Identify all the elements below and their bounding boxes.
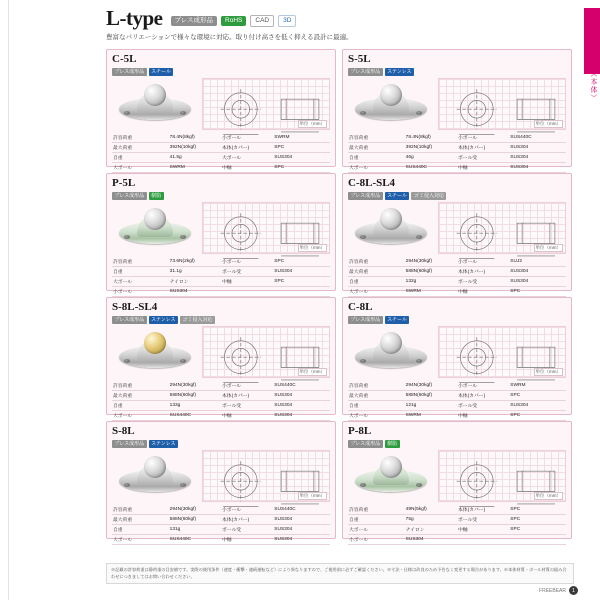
spec-key: 許容荷重 (112, 381, 169, 391)
product-card[interactable] (106, 49, 336, 171)
spec-key-2: 小ボール (457, 381, 509, 391)
spec-value: 41.5g (169, 153, 221, 163)
spec-key: 大ボール (112, 277, 169, 287)
product-photo (348, 78, 434, 130)
spec-key-2: 小ボール (221, 133, 273, 143)
spec-value-2: SUS304 (273, 515, 330, 525)
spec-key-2: 大ボール (221, 153, 273, 163)
product-tags (112, 68, 330, 76)
badge-rohs: RoHS (221, 16, 246, 27)
product-tag: プレス成形品 (348, 316, 383, 324)
spec-key-2: 中軸 (221, 163, 273, 173)
spec-key-2: ボール受 (221, 401, 273, 411)
page-code: FREEBEAR (539, 587, 566, 594)
spec-key-2: 本体(カバー) (457, 267, 509, 277)
header-badges (171, 15, 297, 30)
spec-key-2: 本体(カバー) (457, 143, 509, 153)
spec-value: 133g (169, 401, 221, 411)
product-name: S-8L (112, 425, 135, 437)
product-tag: 樹脂 (149, 192, 164, 200)
drawing-svg (203, 203, 329, 269)
unit-label: 単位（mm） (535, 121, 561, 126)
unit-label: 単位（mm） (535, 245, 561, 250)
spec-value-2: SPC (273, 143, 330, 153)
ball-shape (144, 208, 166, 230)
spec-key-2: 小ボール (221, 257, 273, 267)
product-photo-column (348, 78, 434, 130)
product-body (348, 450, 566, 502)
spec-key-2: 小ボール (221, 505, 273, 515)
ball-transfer-unit-illustration (119, 206, 191, 250)
spec-key: 大ボール (348, 287, 405, 297)
spec-row (348, 287, 566, 297)
spec-row (112, 525, 330, 535)
page-footer (539, 586, 578, 595)
unit-label: 単位（mm） (299, 369, 325, 374)
spec-value: 588N(60kgf) (405, 267, 457, 277)
spec-row (348, 153, 566, 163)
product-photo-column (112, 78, 198, 130)
product-photo (112, 450, 198, 502)
spec-value: 588N(60kgf) (405, 391, 457, 401)
spec-value-2: SPC (509, 411, 566, 421)
unit-label: 単位（mm） (299, 245, 325, 250)
spec-value: 588N(60kgf) (169, 391, 221, 401)
spec-key-2: 中軸 (221, 535, 273, 545)
spec-row (348, 277, 566, 287)
ball-transfer-unit-illustration (119, 454, 191, 498)
spec-key: 小ボール (348, 535, 405, 545)
spec-key: 自重 (348, 277, 405, 287)
spec-value-2: SUS304 (509, 143, 566, 153)
spec-key: 自重 (348, 515, 405, 525)
spec-key: 最大荷重 (348, 143, 405, 153)
spec-key-2: 中軸 (221, 411, 273, 421)
spec-key-2: 本体(カバー) (457, 505, 509, 515)
unit-label: 単位（mm） (535, 369, 561, 374)
spec-key-2: 本体(カバー) (457, 391, 509, 401)
spec-key-2 (457, 535, 509, 545)
ball-shape (380, 208, 402, 230)
drawing-svg (439, 327, 565, 393)
product-body (112, 78, 330, 130)
product-tag: プレス成形品 (348, 68, 383, 76)
dimension-drawing (438, 326, 566, 378)
spec-key: 許容荷重 (348, 505, 405, 515)
product-tags (112, 440, 330, 448)
product-tag: プレス成形品 (348, 440, 383, 448)
spec-key: 小ボール (112, 287, 169, 297)
spec-key: 大ボール (112, 535, 169, 545)
drawing-svg (203, 79, 329, 145)
spec-key: 自重 (112, 525, 169, 535)
spec-row (348, 535, 566, 545)
spec-value: ナイロン (169, 277, 221, 287)
spec-key: 最大荷重 (112, 391, 169, 401)
product-name: S-5L (348, 53, 371, 65)
spec-row (112, 411, 330, 421)
ball-shape (380, 84, 402, 106)
mounting-hole-right (180, 235, 186, 239)
product-photo (348, 202, 434, 254)
product-tag: プレス成形品 (112, 440, 147, 448)
product-card[interactable] (106, 173, 336, 295)
ball-shape (380, 332, 402, 354)
spec-value: 294N(30kgf) (405, 257, 457, 267)
product-card[interactable] (342, 297, 572, 419)
spec-value-2: SUS304 (509, 163, 566, 173)
badge-press: プレス成形品 (171, 16, 218, 27)
left-margin-rule (8, 0, 9, 600)
spec-key-2: ボール受 (457, 515, 509, 525)
spec-value: 75g (405, 515, 457, 525)
ball-transfer-unit-illustration (355, 206, 427, 250)
spec-value-2: SUS304 (273, 535, 330, 545)
product-tags (348, 192, 566, 200)
mounting-hole-left (360, 235, 366, 239)
spec-key-2: 本体(カバー) (221, 143, 273, 153)
product-photo (112, 326, 198, 378)
spec-row (112, 287, 330, 297)
product-tag: プレス成形品 (112, 316, 147, 324)
drawing-svg (439, 203, 565, 269)
product-photo (348, 450, 434, 502)
spec-row (112, 163, 330, 173)
spec-key: 最大荷重 (348, 267, 405, 277)
product-tag: プレス成形品 (348, 192, 383, 200)
product-tag: 樹脂 (385, 440, 400, 448)
mounting-hole-right (416, 235, 422, 239)
spec-value: 121g (405, 401, 457, 411)
spec-value: 392N(10kgf) (405, 143, 457, 153)
mounting-hole-left (124, 359, 130, 363)
ball-transfer-unit-illustration (119, 330, 191, 374)
spec-value: SUS440C (169, 535, 221, 545)
product-photo (112, 202, 198, 254)
unit-label: 単位（mm） (299, 493, 325, 498)
dimension-drawing (202, 202, 330, 254)
spec-key: 許容荷重 (348, 133, 405, 143)
product-tags (348, 316, 566, 324)
product-tag: スチール (385, 192, 410, 200)
ball-transfer-unit-illustration (119, 82, 191, 126)
dimension-drawing (438, 202, 566, 254)
spec-row (348, 525, 566, 535)
product-name: C-5L (112, 53, 137, 65)
spec-value-2: SUS304 (273, 391, 330, 401)
spec-row (112, 401, 330, 411)
product-photo (348, 326, 434, 378)
dimension-drawing (438, 450, 566, 502)
spec-value: SWRM (405, 411, 457, 421)
spec-key: 大ボール (348, 411, 405, 421)
spec-value-2: SPC (273, 277, 330, 287)
product-photo-column (348, 326, 434, 378)
dimension-drawing (202, 326, 330, 378)
product-name: S-8L-SL4 (112, 301, 158, 313)
spec-value-2: SUS440C (509, 133, 566, 143)
spec-value-2: SUS304 (509, 153, 566, 163)
spec-value: SWRM (405, 287, 457, 297)
badge-3d[interactable]: 3D (278, 15, 296, 28)
spec-value-2: SPC (273, 257, 330, 267)
product-photo-column (348, 202, 434, 254)
product-name: P-8L (348, 425, 372, 437)
product-body (112, 450, 330, 502)
dimension-drawing (202, 78, 330, 130)
product-tag: スチール (149, 68, 174, 76)
spec-key-2: 小ボール (457, 133, 509, 143)
mounting-hole-right (416, 111, 422, 115)
product-body (348, 202, 566, 254)
spec-value-2: SUS304 (273, 267, 330, 277)
spec-key-2: ボール受 (457, 153, 509, 163)
product-tag: スチール (385, 316, 410, 324)
ball-shape (144, 332, 166, 354)
product-tag: プレス成形品 (112, 192, 147, 200)
ball-shape (380, 456, 402, 478)
spec-key: 最大荷重 (348, 391, 405, 401)
spec-value: 46g (405, 153, 457, 163)
mounting-hole-left (360, 111, 366, 115)
unit-label: 単位（mm） (535, 493, 561, 498)
product-body (348, 326, 566, 378)
spec-key: 自重 (112, 153, 169, 163)
ball-shape (144, 456, 166, 478)
spec-row (112, 153, 330, 163)
product-photo-column (112, 450, 198, 502)
spec-value: 294N(30kgf) (169, 505, 221, 515)
spec-key-2 (221, 287, 273, 297)
spec-value: SUS304 (169, 287, 221, 297)
spec-value-2: SWRM (509, 381, 566, 391)
spec-value-2: SUS304 (273, 153, 330, 163)
product-card[interactable] (342, 49, 572, 171)
spec-key-2: 小ボール (457, 257, 509, 267)
product-tag: ゴミ侵入対応 (411, 192, 446, 200)
spec-value-2: SPC (509, 515, 566, 525)
spec-key: 大ボール (348, 163, 405, 173)
mounting-hole-right (416, 359, 422, 363)
ball-shape (144, 84, 166, 106)
product-name: P-5L (112, 177, 136, 189)
spec-key: 大ボール (112, 163, 169, 173)
spec-value-2: SUS304 (509, 267, 566, 277)
product-card[interactable] (106, 421, 336, 543)
spec-key: 許容荷重 (112, 505, 169, 515)
spec-key-2: 中軸 (457, 411, 509, 421)
spec-value: SUS304 (405, 535, 457, 545)
spec-value-2: SUS304 (273, 525, 330, 535)
spec-value: SUS440C (405, 163, 457, 173)
spec-value-2: SUS304 (273, 411, 330, 421)
product-tag: ステンレス (149, 316, 178, 324)
spec-key: 許容荷重 (348, 381, 405, 391)
drawing-svg (203, 327, 329, 393)
spec-value: ナイロン (405, 525, 457, 535)
spec-value: SWRM (169, 163, 221, 173)
spec-key-2: ボール受 (221, 525, 273, 535)
page-title: L-type (106, 6, 163, 30)
spec-key: 最大荷重 (112, 143, 169, 153)
badge-cad[interactable]: CAD (250, 15, 274, 28)
spec-row (112, 535, 330, 545)
ball-transfer-unit-illustration (355, 454, 427, 498)
product-tag: プレス成形品 (112, 68, 147, 76)
spec-value: SUS440C (169, 411, 221, 421)
spec-value-2: SPC (509, 505, 566, 515)
spec-value-2: SUS440C (273, 381, 330, 391)
spec-value-2: SUJ2 (509, 257, 566, 267)
spec-value-2: SPC (509, 391, 566, 401)
mounting-hole-left (360, 483, 366, 487)
spec-key-2: 中軸 (457, 163, 509, 173)
product-body (112, 202, 330, 254)
product-name: C-8L (348, 301, 373, 313)
spec-value-2: SUS304 (509, 277, 566, 287)
section-tab-label: フリーベア（本体） (590, 30, 597, 102)
mounting-hole-left (124, 483, 130, 487)
mounting-hole-right (180, 359, 186, 363)
product-card[interactable] (342, 421, 572, 543)
spec-key: 許容荷重 (112, 257, 169, 267)
product-photo-column (112, 202, 198, 254)
spec-value-2: SPC (509, 287, 566, 297)
product-name: C-8L-SL4 (348, 177, 396, 189)
drawing-svg (439, 451, 565, 517)
spec-key-2: ボール受 (457, 401, 509, 411)
page-number: 1 (569, 586, 578, 595)
page-header (14, 8, 590, 29)
drawing-svg (439, 79, 565, 145)
spec-key: 許容荷重 (112, 133, 169, 143)
spec-key: 自重 (112, 267, 169, 277)
spec-row (348, 401, 566, 411)
spec-value: 294N(30kgf) (405, 381, 457, 391)
spec-value: 78.4N(8kgf) (169, 133, 221, 143)
ball-transfer-unit-illustration (355, 82, 427, 126)
product-grid (14, 49, 590, 543)
dimension-drawing (202, 450, 330, 502)
spec-row (348, 163, 566, 173)
ball-transfer-unit-illustration (355, 330, 427, 374)
spec-value-2: SPC (509, 525, 566, 535)
mounting-hole-left (124, 111, 130, 115)
spec-value: 73.6N(2kgf) (169, 257, 221, 267)
spec-key: 自重 (112, 401, 169, 411)
product-tags (112, 316, 330, 324)
spec-key-2: ボール受 (221, 267, 273, 277)
spec-key-2: 小ボール (221, 381, 273, 391)
product-tags (112, 192, 330, 200)
product-tags (348, 68, 566, 76)
spec-key-2: 本体(カバー) (221, 515, 273, 525)
mounting-hole-right (416, 483, 422, 487)
product-body (348, 78, 566, 130)
spec-value-2: SUS440C (273, 505, 330, 515)
product-photo-column (348, 450, 434, 502)
spec-value-2: SUS304 (273, 401, 330, 411)
spec-key-2: 本体(カバー) (221, 391, 273, 401)
drawing-svg (203, 451, 329, 517)
product-card[interactable] (342, 173, 572, 295)
product-tag: ゴミ侵入対応 (180, 316, 215, 324)
product-photo-column (112, 326, 198, 378)
mounting-hole-right (180, 111, 186, 115)
spec-key-2: 中軸 (221, 277, 273, 287)
spec-key: 許容荷重 (348, 257, 405, 267)
mounting-hole-left (360, 359, 366, 363)
spec-value: 132g (405, 277, 457, 287)
mounting-hole-right (180, 483, 186, 487)
spec-value: 294N(30kgf) (169, 381, 221, 391)
spec-key-2: 中軸 (457, 287, 509, 297)
spec-value-2 (509, 535, 566, 545)
unit-label: 単位（mm） (299, 121, 325, 126)
product-body (112, 326, 330, 378)
product-photo (112, 78, 198, 130)
spec-key: 自重 (348, 401, 405, 411)
spec-value-2: SWRM (273, 133, 330, 143)
spec-row (348, 411, 566, 421)
spec-value-2: SPC (273, 163, 330, 173)
spec-key: 自重 (348, 153, 405, 163)
spec-value: 78.4N(8kgf) (405, 133, 457, 143)
dimension-drawing (438, 78, 566, 130)
spec-value: 49N(5kgf) (405, 505, 457, 515)
spec-value-2 (273, 287, 330, 297)
product-card[interactable] (106, 297, 336, 419)
spec-value: 588N(60kgf) (169, 515, 221, 525)
spec-key: 大ボール (112, 411, 169, 421)
spec-row (112, 277, 330, 287)
spec-key: 最大荷重 (112, 515, 169, 525)
footnote: ※記載の許容荷重は静荷重の目安値です。実際の使用条件（速度・衝撃・連続運転など）により異なりますので、ご使用前に必ずご確認ください。※寸法・仕様は改良のため予告なく変更する場合があります。※本体材質・ボール材質の組み合わせにつきましてはお問い合わせください。 (106, 563, 574, 584)
spec-value: 131g (169, 525, 221, 535)
spec-value: 392N(10kgf) (169, 143, 221, 153)
product-tag: ステンレス (385, 68, 414, 76)
spec-key-2: ボール受 (457, 277, 509, 287)
page-subtitle: 豊富なバリエーションで様々な環境に対応。取り付け高さを低く抑える設計に最適。 (106, 34, 353, 41)
product-tag: ステンレス (149, 440, 178, 448)
product-tags (348, 440, 566, 448)
spec-value: 31.1g (169, 267, 221, 277)
spec-value-2: SUS304 (509, 401, 566, 411)
spec-key: 大ボール (348, 525, 405, 535)
spec-key-2: 中軸 (457, 525, 509, 535)
mounting-hole-left (124, 235, 130, 239)
